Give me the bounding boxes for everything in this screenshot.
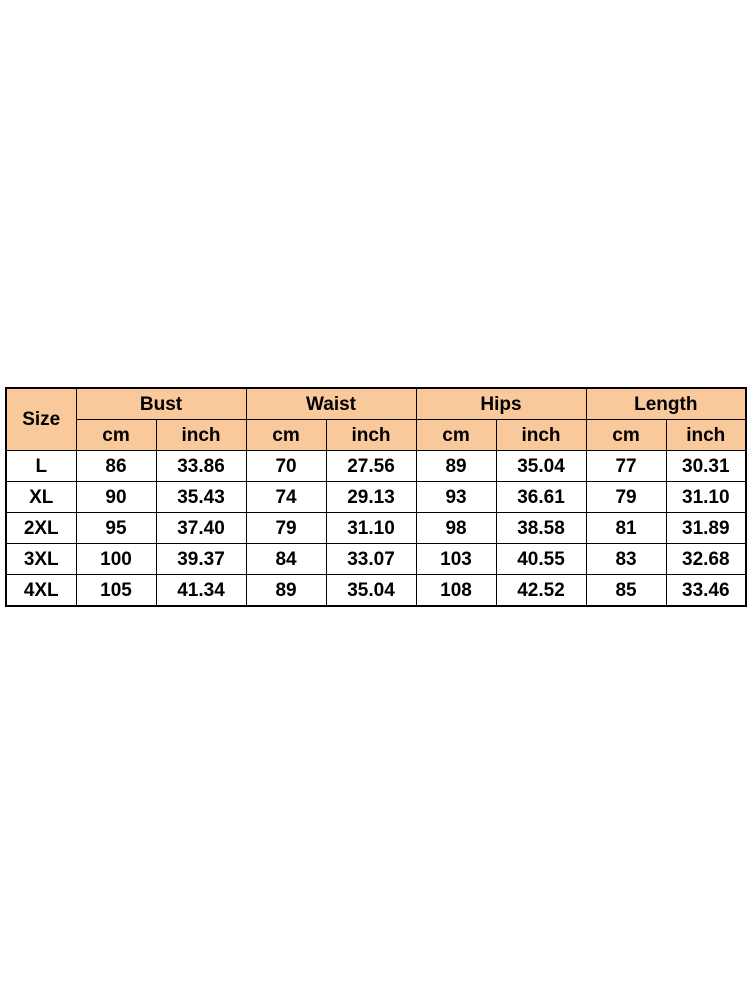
table-row bbox=[6, 544, 746, 575]
table-row bbox=[6, 575, 746, 607]
length-inch-cell: 31.10 bbox=[666, 482, 746, 513]
bust-inch-cell: 39.37 bbox=[156, 544, 246, 575]
bust-group-header: Bust bbox=[76, 388, 246, 420]
waist-cm-cell: 79 bbox=[246, 513, 326, 544]
waist-inch-cell: 35.04 bbox=[326, 575, 416, 607]
bust-inch-header: inch bbox=[156, 420, 246, 451]
header-row-groups bbox=[6, 388, 746, 420]
bust-cm-cell: 105 bbox=[76, 575, 156, 607]
size-chart-table bbox=[5, 387, 747, 607]
length-cm-cell: 77 bbox=[586, 451, 666, 482]
length-inch-cell: 33.46 bbox=[666, 575, 746, 607]
waist-inch-cell: 33.07 bbox=[326, 544, 416, 575]
hips-group-header: Hips bbox=[416, 388, 586, 420]
size-column-header: Size bbox=[6, 388, 76, 451]
waist-inch-cell: 29.13 bbox=[326, 482, 416, 513]
length-inch-header: inch bbox=[666, 420, 746, 451]
bust-cm-cell: 100 bbox=[76, 544, 156, 575]
length-cm-cell: 81 bbox=[586, 513, 666, 544]
size-chart-header bbox=[6, 388, 746, 451]
hips-cm-cell: 89 bbox=[416, 451, 496, 482]
table-row bbox=[6, 513, 746, 544]
hips-inch-cell: 36.61 bbox=[496, 482, 586, 513]
hips-inch-header: inch bbox=[496, 420, 586, 451]
bust-inch-cell: 33.86 bbox=[156, 451, 246, 482]
length-group-header: Length bbox=[586, 388, 746, 420]
length-cm-cell: 79 bbox=[586, 482, 666, 513]
size-chart-body bbox=[6, 451, 746, 607]
hips-inch-cell: 42.52 bbox=[496, 575, 586, 607]
waist-group-header: Waist bbox=[246, 388, 416, 420]
hips-cm-cell: 93 bbox=[416, 482, 496, 513]
waist-cm-header: cm bbox=[246, 420, 326, 451]
size-cell: L bbox=[6, 451, 76, 482]
hips-cm-cell: 103 bbox=[416, 544, 496, 575]
bust-cm-cell: 86 bbox=[76, 451, 156, 482]
bust-cm-header: cm bbox=[76, 420, 156, 451]
size-cell: 2XL bbox=[6, 513, 76, 544]
hips-cm-header: cm bbox=[416, 420, 496, 451]
waist-inch-header: inch bbox=[326, 420, 416, 451]
hips-inch-cell: 40.55 bbox=[496, 544, 586, 575]
waist-inch-cell: 27.56 bbox=[326, 451, 416, 482]
length-cm-cell: 85 bbox=[586, 575, 666, 607]
bust-inch-cell: 37.40 bbox=[156, 513, 246, 544]
table-row bbox=[6, 451, 746, 482]
length-inch-cell: 30.31 bbox=[666, 451, 746, 482]
size-cell: XL bbox=[6, 482, 76, 513]
bust-inch-cell: 35.43 bbox=[156, 482, 246, 513]
table-row bbox=[6, 482, 746, 513]
hips-inch-cell: 38.58 bbox=[496, 513, 586, 544]
length-inch-cell: 31.89 bbox=[666, 513, 746, 544]
hips-cm-cell: 98 bbox=[416, 513, 496, 544]
size-cell: 3XL bbox=[6, 544, 76, 575]
hips-cm-cell: 108 bbox=[416, 575, 496, 607]
bust-cm-cell: 90 bbox=[76, 482, 156, 513]
length-cm-header: cm bbox=[586, 420, 666, 451]
bust-inch-cell: 41.34 bbox=[156, 575, 246, 607]
size-cell: 4XL bbox=[6, 575, 76, 607]
waist-cm-cell: 89 bbox=[246, 575, 326, 607]
hips-inch-cell: 35.04 bbox=[496, 451, 586, 482]
length-inch-cell: 32.68 bbox=[666, 544, 746, 575]
bust-cm-cell: 95 bbox=[76, 513, 156, 544]
waist-cm-cell: 74 bbox=[246, 482, 326, 513]
waist-cm-cell: 70 bbox=[246, 451, 326, 482]
waist-inch-cell: 31.10 bbox=[326, 513, 416, 544]
waist-cm-cell: 84 bbox=[246, 544, 326, 575]
header-row-units bbox=[6, 420, 746, 451]
length-cm-cell: 83 bbox=[586, 544, 666, 575]
